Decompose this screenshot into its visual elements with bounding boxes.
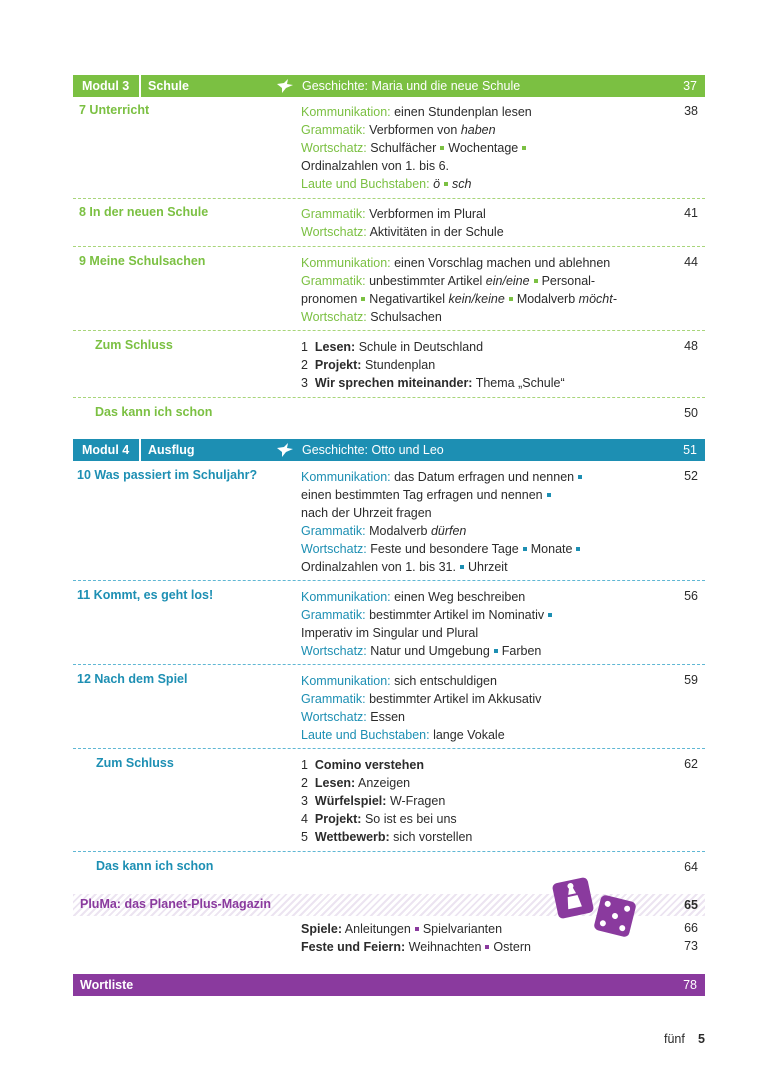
list-item: 3 Wir sprechen miteinander: Thema „Schule“	[301, 376, 565, 390]
modul-page: 37	[683, 79, 697, 93]
grammatik-line: Grammatik: Modalverb dürfen	[301, 524, 467, 538]
modul-label: Modul 3	[82, 79, 130, 93]
wortschatz-line: Wortschatz: Natur und Umgebung Farben	[301, 644, 542, 658]
list-item: 4 Projekt: So ist es bei uns	[301, 812, 457, 826]
divider	[73, 246, 705, 247]
page-number: 5	[698, 1032, 705, 1046]
lesson-page: 41	[684, 206, 698, 220]
grammatik-line: Grammatik: Verbformen von haben	[301, 123, 496, 137]
zum-schluss-title: Zum Schluss	[96, 756, 174, 770]
lesson-page: 44	[684, 255, 698, 269]
section-page: 48	[684, 339, 698, 353]
wortschatz-line: Wortschatz: Schulsachen	[301, 310, 442, 324]
kommunikation-line: Kommunikation: das Datum erfragen und nennen	[301, 468, 661, 486]
list-item: 2 Lesen: Anzeigen	[301, 776, 411, 790]
kann-ich-schon-title: Das kann ich schon	[96, 859, 214, 873]
pluma-row: Feste und Feiern: Weihnachten Ostern	[301, 940, 531, 954]
zum-schluss-title: Zum Schluss	[95, 338, 173, 352]
divider	[73, 580, 705, 581]
laute-line: Laute und Buchstaben: ö sch	[301, 177, 472, 191]
bird-icon	[277, 79, 293, 101]
grammatik-line: Grammatik: Verbformen im Plural	[301, 207, 486, 221]
page-word: fünf	[664, 1032, 685, 1046]
modul-page: 51	[683, 443, 697, 457]
kommunikation-line-3: nach der Uhrzeit fragen	[301, 506, 432, 520]
pluma-title: PluMa: das Planet-Plus-Magazin	[80, 897, 272, 911]
laute-line: Laute und Buchstaben: lange Vokale	[301, 728, 505, 742]
modul-story: Geschichte: Maria und die neue Schule	[302, 79, 521, 93]
list-item: 1 Lesen: Schule in Deutschland	[301, 340, 484, 354]
kann-ich-schon-title: Das kann ich schon	[95, 405, 213, 419]
wortschatz-line-2: Ordinalzahlen von 1. bis 6.	[301, 159, 450, 173]
kommunikation-line: Kommunikation: sich entschuldigen	[301, 674, 497, 688]
wortliste-title: Wortliste	[80, 978, 134, 992]
modul-3-header	[73, 75, 705, 97]
list-item: 1 Comino verstehen	[301, 758, 424, 772]
wortschatz-line: Wortschatz: Feste und besondere Tage Monate	[301, 540, 661, 558]
section-page: 64	[684, 860, 698, 874]
modul-theme: Schule	[148, 79, 189, 93]
divider	[73, 198, 705, 199]
list-item: 5 Wettbewerb: sich vorstellen	[301, 830, 473, 844]
kommunikation-line-2: einen bestimmten Tag erfragen und nennen	[301, 486, 661, 504]
pluma-row: Spiele: Anleitungen Spielvarianten	[301, 922, 503, 936]
grammatik-line: Grammatik: bestimmter Artikel im Akkusativ	[301, 692, 542, 706]
grammatik-line-2: Imperativ im Singular und Plural	[301, 626, 479, 640]
bird-icon	[277, 443, 293, 465]
kommunikation-line: Kommunikation: einen Weg beschreiben	[301, 590, 526, 604]
kommunikation-line: Kommunikation: einen Vorschlag machen und ablehnen	[301, 256, 611, 270]
lesson-title: 8 In der neuen Schule	[79, 205, 209, 219]
grammatik-line: Grammatik: unbestimmter Artikel ein/eine Personal-	[301, 274, 596, 288]
divider	[73, 748, 705, 749]
divider	[73, 330, 705, 331]
grammatik-line: Grammatik: bestimmter Artikel im Nominativ	[301, 606, 661, 624]
list-item: 2 Projekt: Stundenplan	[301, 358, 436, 372]
pluma-row-page: 66	[684, 921, 698, 935]
lesson-title: 12 Nach dem Spiel	[77, 672, 188, 686]
modul-story: Geschichte: Otto und Leo	[302, 443, 444, 457]
pluma-page: 65	[684, 898, 698, 912]
lesson-title: 10 Was passiert im Schuljahr?	[77, 468, 258, 482]
lesson-title: 11 Kommt, es geht los!	[77, 588, 214, 602]
wortschatz-line: Wortschatz: Essen	[301, 710, 405, 724]
lesson-title: 7 Unterricht	[79, 103, 150, 117]
list-item: 3 Würfelspiel: W-Fragen	[301, 794, 446, 808]
lesson-page: 52	[684, 469, 698, 483]
wortschatz-line: Wortschatz: Aktivitäten in der Schule	[301, 225, 504, 239]
divider	[73, 397, 705, 398]
lesson-page: 56	[684, 589, 698, 603]
divider	[73, 851, 705, 852]
pluma-row-page: 73	[684, 939, 698, 953]
wortliste-page: 78	[683, 978, 697, 992]
lesson-page: 59	[684, 673, 698, 687]
lesson-title: 9 Meine Schulsachen	[79, 254, 206, 268]
grammatik-line-2: pronomen Negativartikel kein/keine Modalverb möcht-	[301, 292, 617, 306]
wortschatz-line: Wortschatz: Schulfächer Wochentage	[301, 139, 661, 157]
modul-label: Modul 4	[82, 443, 130, 457]
lesson-page: 38	[684, 104, 698, 118]
kommunikation-line: Kommunikation: einen Stundenplan lesen	[301, 105, 532, 119]
wortliste-header	[73, 974, 705, 996]
section-page: 50	[684, 406, 698, 420]
section-page: 62	[684, 757, 698, 771]
wortschatz-line-2: Ordinalzahlen von 1. bis 31. Uhrzeit	[301, 560, 508, 574]
modul-4-header	[73, 439, 705, 461]
divider	[73, 664, 705, 665]
modul-theme: Ausflug	[148, 443, 195, 457]
